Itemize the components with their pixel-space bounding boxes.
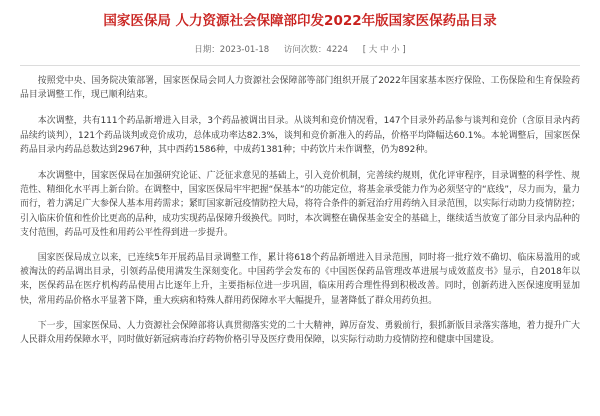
paragraph-4: 国家医保局成立以来，已连续5年开展药品目录调整工作，累计将618个药品新增进入目录范围，同时将一批疗效不确切、临床易滥用的或被淘汰的药品调出目录，引领药品使用满发生深刻变化。中国药学会发布的《中国医保药品管理改革进展与成效蓝皮书》显示，自2018年以来，医保药品在医疗机构药品使用占比逐年上升，主要指标位进一步巩固，临床用药合理性得到积极改善。同时，创新药进入医保速度明显加快，常用药品价格水平显著下降，重大疾病和特殊人群用药保障水平大幅提升，显著降低了群众用药负担。	[20, 253, 580, 306]
paragraph-3: 本次调整中，国家医保局在加强研究论证、广泛征求意见的基础上，引入竞价机制，完善续约规则，优化评审程序，目录调整的科学性、规范性、精细化水平再上新台阶。在调整中，国家医保局牢牢把握“保基本”的功能定位，将基金承受能力作为必须坚守的“底线”，尽力而为，量力而行，着力满足广大参保人基本用药需求；紧盯国家新冠疫情防控大局，将符合条件的新冠治疗用药纳入目录范围，以实际行动助力疫情防控；引入临床价值和性价比更高的品种，成功实现药品保障升级换代。同时，本次调整在确保基金安全的基础上，继续适当放宽了部分目录内品种的支付范围，药品可及性和用药公平性得到进一步提升。	[20, 171, 580, 238]
paragraph-5: 下一步，国家医保局、人力资源社会保障部将认真贯彻落实党的二十大精神，踔厉奋发、勇毅前行，狠抓新版目录落实落地，着力提升广大人民群众用药保障水平，同时做好新冠病毒治疗药物价格引导及医疗费用保障，以实际行动助力疫情防控和健康中国建设。	[20, 320, 580, 346]
article-title: 国家医保局 人力资源社会保障部印发2022年版国家医保药品目录	[103, 13, 497, 29]
font-size-switcher[interactable]: [ 大 中 小 ]	[362, 45, 406, 55]
article-meta	[20, 44, 580, 56]
paragraph-2: 本次调整，共有111个药品新增进入目录，3个药品被调出目录。从谈判和竞价情况看，147个目录外药品参与谈判和竞价（含原目录内药品续约谈判），121个药品谈判或竞价成功，总体成功率达82.3%，谈判和竞价新准入的药品，价格平均降幅达60.1%。本轮调整后，国家医保药品目录内药品总数达到2967种，其中西药1586种，中成药1381种；中药饮片未作调整，仍为892种。	[20, 116, 580, 155]
view-count: 访问次数：4224	[283, 45, 349, 55]
paragraph-1: 按照党中央、国务院决策部署，国家医保局会同人力资源社会保障部等部门组织开展了2022年国家基本医疗保险、工伤保险和生育保险药品目录调整工作，现已顺利结束。	[20, 76, 580, 101]
title-divider	[20, 65, 580, 66]
publish-date: 日期：2023-01-18	[194, 45, 270, 55]
